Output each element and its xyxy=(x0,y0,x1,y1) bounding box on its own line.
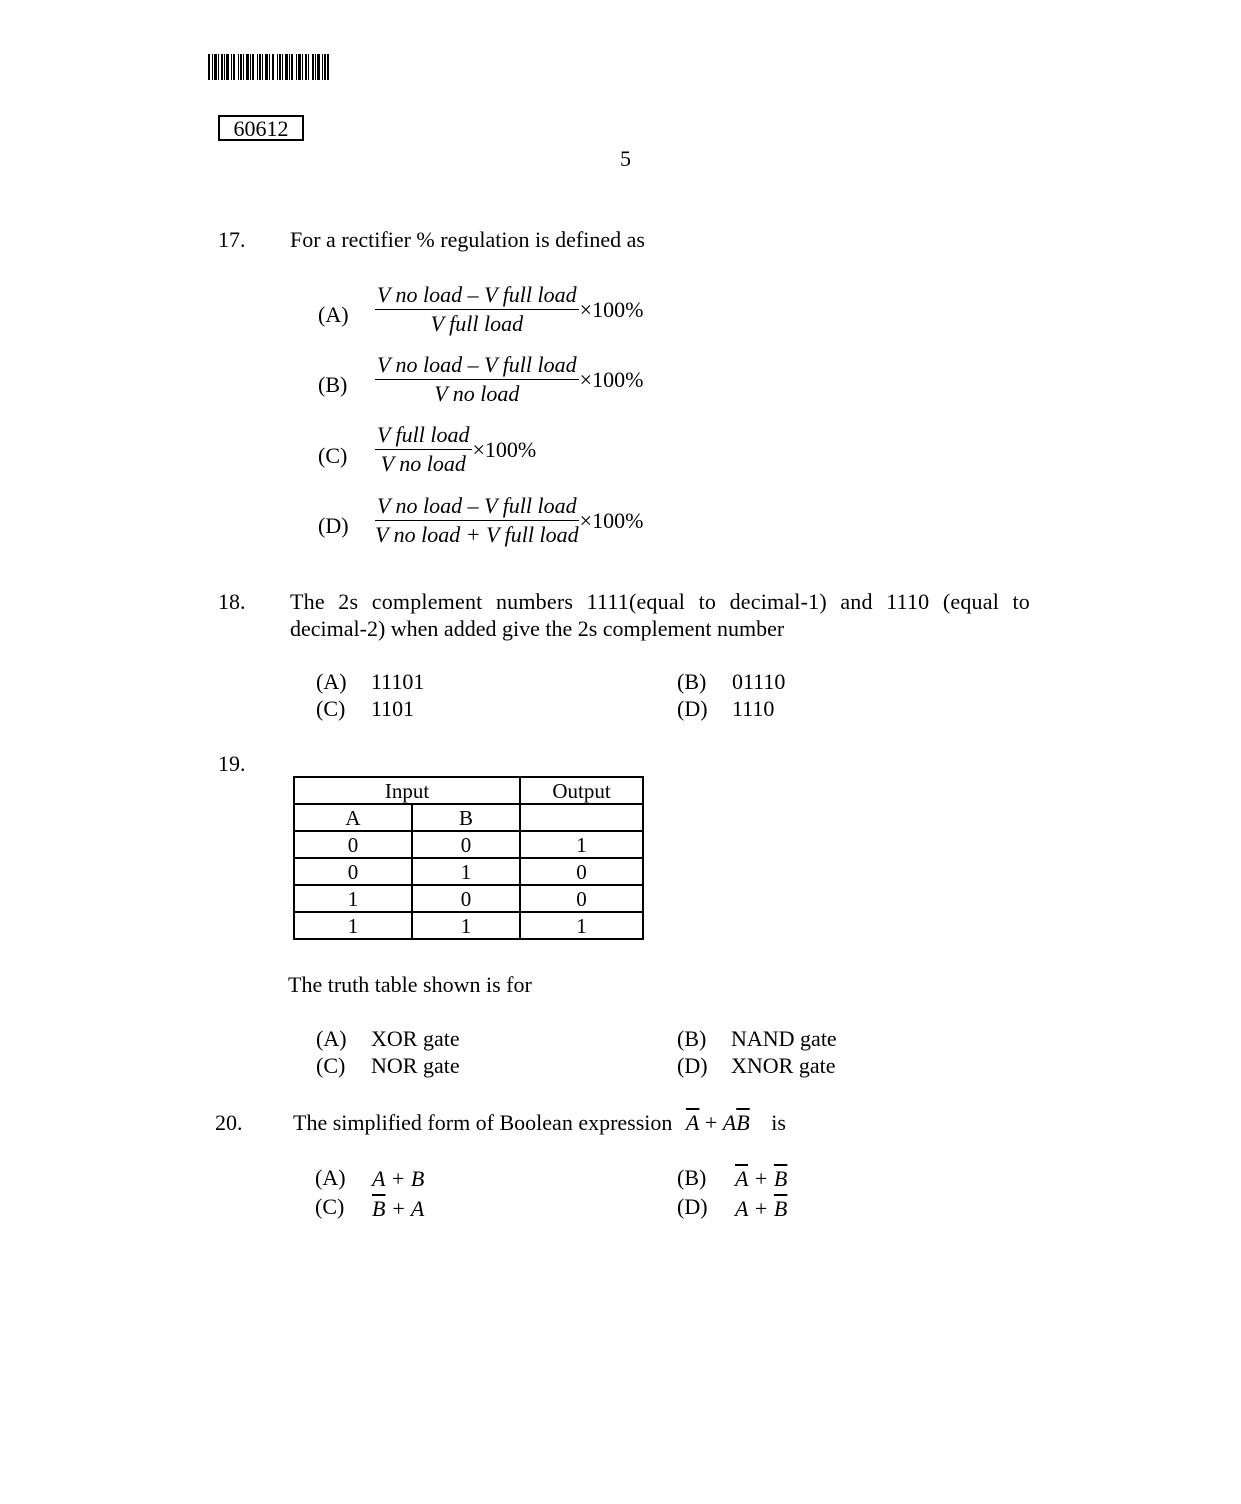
table-cell: 1 xyxy=(294,885,412,912)
q19-option-a-value: XOR gate xyxy=(371,1026,460,1051)
table-cell: 1 xyxy=(520,831,643,858)
q20-text xyxy=(293,1110,786,1136)
input-header: Input xyxy=(294,777,520,804)
q17-option-a-formula xyxy=(375,281,643,338)
table-cell: 1 xyxy=(412,912,520,939)
numerator: V no load – V full load xyxy=(375,281,579,310)
table-cell: 0 xyxy=(412,885,520,912)
q20-question-text: The simplified form of Boolean expression xyxy=(293,1110,673,1135)
truth-table xyxy=(293,776,644,940)
q20-number: 20. xyxy=(215,1110,243,1135)
q19-option-d-value: XNOR gate xyxy=(731,1053,836,1078)
table-row xyxy=(294,912,643,939)
table-cell: 0 xyxy=(412,831,520,858)
q20-option-d-expr: $A + \overline{B}$ xyxy=(735,1196,788,1221)
q17-number: 17. xyxy=(218,227,246,252)
numerator: V no load – V full load xyxy=(375,492,579,521)
q17-option-d-formula xyxy=(375,492,643,549)
table-cell: 1 xyxy=(412,858,520,885)
table-cell: 0 xyxy=(520,885,643,912)
denominator: V no load + V full load xyxy=(375,522,579,547)
q19-option-b-value: NAND gate xyxy=(731,1026,837,1051)
q20-option-b-label: (B) xyxy=(677,1165,707,1190)
q20-option-d-label: (D) xyxy=(677,1194,708,1219)
q17-option-d-label: (D) xyxy=(318,513,349,538)
col-output-header xyxy=(520,804,643,831)
col-a-header: A xyxy=(294,804,412,831)
table-row xyxy=(294,831,643,858)
table-cell: 0 xyxy=(520,858,643,885)
q17-option-b-label: (B) xyxy=(318,372,348,397)
q19-option-b-label: (B) xyxy=(677,1026,707,1051)
q19-number: 19. xyxy=(218,751,246,776)
denominator: V no load xyxy=(434,381,520,406)
q20-option-a-expr: A + B xyxy=(372,1166,425,1191)
table-cell: 0 xyxy=(294,858,412,885)
q18-option-c-label: (C) xyxy=(316,696,346,721)
q20-option-c-expr: $\overline{B} + A$ xyxy=(372,1196,425,1221)
table-cell: 1 xyxy=(520,912,643,939)
q18-number: 18. xyxy=(218,589,246,614)
numerator: V no load – V full load xyxy=(375,351,579,380)
denominator: V full load xyxy=(430,311,524,336)
q19-option-d-label: (D) xyxy=(677,1053,708,1078)
q18-option-d-label: (D) xyxy=(677,696,708,721)
table-cell: 0 xyxy=(294,831,412,858)
table-header-row xyxy=(294,777,643,804)
q18-text-line1: The 2s complement numbers 1111(equal to decimal-1) and 1110 (equal to xyxy=(290,589,1030,614)
q18-text-line2: decimal-2) when added give the 2s complement number xyxy=(290,616,785,641)
q20-option-c-label: (C) xyxy=(315,1194,345,1219)
page-number: 5 xyxy=(620,146,631,171)
expr-term-a2: A xyxy=(722,1110,737,1135)
q17-text: For a rectifier % regulation is defined as xyxy=(290,227,645,252)
denominator: V no load xyxy=(380,451,466,476)
q19-option-a-label: (A) xyxy=(316,1026,347,1051)
expr-term-a: $\overline{A}$ xyxy=(685,1110,700,1135)
q18-option-c-value: 1101 xyxy=(371,696,415,721)
expr-plus: + xyxy=(699,1110,723,1135)
q20-expression xyxy=(686,1110,750,1135)
q20-suffix: is xyxy=(771,1110,786,1135)
multiplier: ×100% xyxy=(472,436,537,462)
q18-option-b-label: (B) xyxy=(677,669,707,694)
numerator: V full load xyxy=(375,421,472,450)
q17-option-c-formula xyxy=(375,421,536,478)
q18-option-a-value: 11101 xyxy=(371,669,425,694)
paper-code-box: 60612 xyxy=(218,115,304,141)
q18-option-a-label: (A) xyxy=(316,669,347,694)
q19-option-c-value: NOR gate xyxy=(371,1053,460,1078)
q17-option-b-formula xyxy=(375,351,643,408)
q18-option-b-value: 01110 xyxy=(732,669,786,694)
q17-option-c-label: (C) xyxy=(318,443,348,468)
output-header: Output xyxy=(520,777,643,804)
table-cell: 1 xyxy=(294,912,412,939)
expr-term-b: $\overline{B}$ xyxy=(736,1110,750,1135)
multiplier: ×100% xyxy=(579,296,644,322)
q17-option-a-label: (A) xyxy=(318,302,349,327)
q19-text: The truth table shown is for xyxy=(288,972,532,997)
q19-option-c-label: (C) xyxy=(316,1053,346,1078)
table-row xyxy=(294,885,643,912)
table-row xyxy=(294,858,643,885)
barcode xyxy=(208,54,360,80)
q20-option-a-label: (A) xyxy=(315,1165,346,1190)
multiplier: ×100% xyxy=(579,366,644,392)
table-subheader-row xyxy=(294,804,643,831)
q20-option-b-expr: $\overline{A} + \overline{B}$ xyxy=(735,1166,788,1191)
col-b-header: B xyxy=(412,804,520,831)
multiplier: ×100% xyxy=(579,507,644,533)
q18-option-d-value: 1110 xyxy=(732,696,775,721)
